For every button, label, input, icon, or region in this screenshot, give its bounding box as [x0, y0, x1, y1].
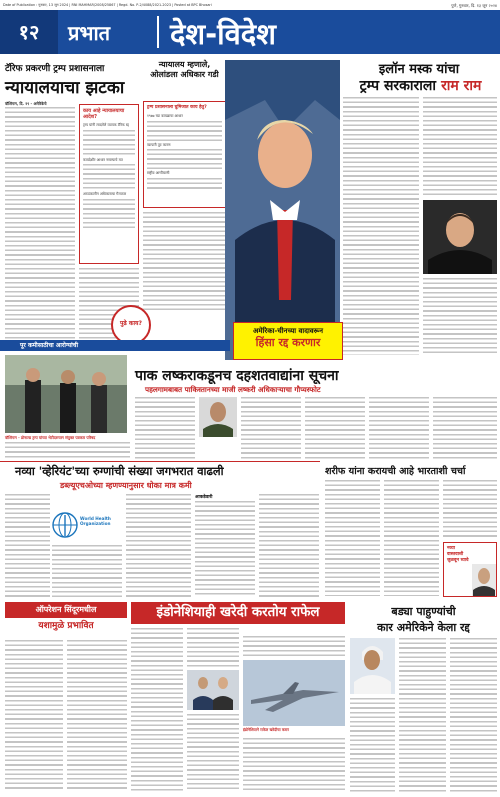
sharif-quote-line3: जुळवून घ्यावे — [447, 558, 469, 563]
brand-divider — [157, 16, 159, 48]
court-box-title: ट्रम्प प्रशासनाला घुमिजात काय हेतु? — [147, 105, 207, 110]
court-question-text: पुढे काय? — [120, 320, 142, 327]
rafale-header — [131, 602, 345, 624]
sindoor-headline-line2: यशामुळे प्रभावित — [38, 621, 94, 631]
tariff-kicker: टॅरिफ प्रकरणी ट्रम्प प्रशासनाला — [5, 64, 105, 74]
court-box-bullet: १९७७ च्या कायद्याचा आधार — [147, 114, 183, 118]
rafale-body-col2 — [187, 628, 239, 668]
tariff-box-title: काय आहे न्यायालयाचा आदेश? — [83, 108, 125, 120]
sharif-portrait-illustration — [472, 564, 496, 596]
bahrain-headline-line1: बड्या पाहुण्यांची — [391, 605, 456, 618]
section-strip-label: पूर कमीसाठीचा आरोग्यांची — [20, 342, 79, 349]
musk-headline-accent: राम राम — [441, 78, 482, 94]
rafale-body-col1 — [131, 628, 183, 792]
who-logo-text: World Health Organization — [80, 516, 111, 527]
ministers-meeting-illustration — [187, 670, 239, 710]
bahrain-body-col1 — [350, 698, 395, 792]
musk-portrait-illustration — [423, 200, 497, 274]
bahrain-body-col3 — [450, 638, 497, 792]
rafale-jet-photo — [243, 660, 345, 726]
variant-body-col3 — [126, 494, 191, 597]
sharif-body-col3 — [443, 480, 497, 540]
tariff-body-col1 — [5, 107, 75, 339]
china-badge-line1: अमेरिका-चीनच्या वादावरून — [253, 327, 323, 335]
date-right: पुणे, गुरुवार, दि. १३ जून २०२४ — [451, 3, 497, 8]
variant-top-rule — [0, 461, 320, 462]
pak-subhead: पहलगामबाबत पाकिस्तानच्या माजी लष्करी अधिकाऱ्याचा गौप्यस्फोट — [145, 385, 321, 394]
pak-photo — [199, 397, 237, 437]
bahrain-body-col2 — [399, 638, 446, 792]
china-badge — [233, 322, 343, 360]
trump-photo — [225, 60, 340, 360]
pak-body-col4 — [369, 397, 429, 459]
court-headline: न्यायालय म्हणाले, ओलांडला अधिकार गडी — [150, 60, 219, 79]
rafale-body-col5 — [243, 738, 345, 792]
leaders-photo-caption: वॉशिंग्टन - डोनाल्ड ट्रम्प यांच्या भेटीदरम्यान संयुक्त पत्रकार परिषद — [5, 435, 96, 440]
meta-line: Date of Publication : गुरुवार, 13 जून 2024 | RNI MAHMAR/2008/25867 | Regd. No. P-2/4088/2021-2023 | Posted at BPC Bhosari — [3, 3, 212, 7]
leaders-caption-body — [5, 442, 130, 458]
sharif-quote-line1: नव्या — [447, 546, 455, 551]
pak-body-col1 — [135, 397, 195, 459]
musk-body-col1 — [343, 97, 419, 355]
musk-headline-main: ट्रम्प सरकाराला — [359, 78, 436, 94]
china-badge-line2: हिंसा रद्द करणार — [255, 336, 321, 349]
variant-body-col1 — [5, 494, 50, 597]
tariff-box-bullet: आपत्कालीन अधिकाराचा गैरवापर — [83, 192, 127, 197]
variant-subhead: डब्ल्यूएचओच्या म्हणण्यानुसार धोका मात्र कमी — [60, 481, 192, 490]
section-strip — [0, 340, 230, 351]
sharif-headline: शरीफ यांना करायची आहे भारताशी चर्चा — [325, 466, 466, 477]
rafale-jet-illustration — [243, 660, 345, 726]
page-number: १२ — [18, 20, 40, 44]
musk-photo — [423, 200, 497, 274]
court-body — [143, 212, 226, 310]
tariff-box-bullet: कायदेशीर आधार नसल्याचे मत — [83, 157, 123, 162]
rafale-ministers-photo — [187, 670, 239, 710]
trump-portrait-illustration — [225, 60, 340, 360]
sharif-quote-box — [443, 542, 497, 597]
rafale-body-col4 — [243, 636, 345, 656]
variant-body-col4 — [195, 501, 255, 597]
pak-headline: पाक लष्कराकडूनच दहशतवाद्यांना सूचना — [135, 368, 339, 384]
musk-body-col2 — [423, 97, 497, 197]
court-box-bullet: राष्ट्रीय आणीबाणी — [147, 171, 170, 176]
variant-side-head: आकडेवारी — [195, 495, 213, 500]
tariff-box-bullet: ट्रम्प यांनी लादलेले व्यापक टॅरिफ रद्द — [83, 123, 130, 127]
sharif-body-col1 — [325, 480, 380, 596]
pak-body-col2 — [241, 397, 301, 459]
pak-body-col5 — [433, 397, 497, 459]
pak-officer-illustration — [199, 397, 237, 437]
rafale-body-col3 — [187, 714, 239, 792]
bahrain-dignitary-illustration — [350, 638, 395, 694]
pak-body-col3 — [305, 397, 365, 459]
musk-body-col3 — [423, 278, 497, 355]
variant-headline: नव्या 'व्हेरियंट'च्या रुग्णांची संख्या जगभरात वाढली — [15, 464, 224, 478]
rafale-jet-caption: इंडोनेशियाने राफेल खरेदीचा करार — [243, 727, 289, 732]
sindoor-header — [5, 602, 127, 636]
sindoor-headline-line1: ऑपरेशन सिंदूरमधील — [5, 602, 127, 618]
leaders-photo — [5, 355, 127, 433]
sharif-quote-line2: वास्तवाशी — [447, 552, 464, 557]
variant-body-col2 — [52, 545, 122, 597]
court-box — [143, 101, 226, 208]
tariff-lede: वॉशिंग्टन, दि. २९ - अमेरिकेचे — [5, 101, 47, 106]
tariff-box — [79, 104, 139, 264]
rafale-headline: इंडोनेशियाही खरेदी करतोय राफेल — [156, 605, 320, 620]
sharif-body-col2 — [384, 480, 439, 596]
masthead-bar — [0, 10, 500, 54]
leaders-walking-illustration — [5, 355, 127, 433]
sindoor-body-col1 — [5, 640, 63, 792]
section-title: देश-विदेश — [170, 17, 276, 51]
brand-name: प्रभात — [68, 21, 111, 45]
court-box-bullet: व्यापारी तूट कारण — [147, 142, 171, 147]
musk-headline-line1: इलॉन मस्क यांचा — [378, 62, 460, 77]
who-logo — [52, 510, 122, 542]
who-emblem-icon — [52, 512, 78, 538]
variant-body-col5 — [259, 494, 319, 597]
bahrain-headline-line2: कार अमेरिकेने केला रद्द — [377, 621, 470, 634]
court-question-badge — [111, 305, 151, 345]
bahrain-photo — [350, 638, 395, 694]
page-number-badge — [0, 10, 58, 54]
tariff-headline: न्यायालयाचा झटका — [5, 78, 125, 98]
sindoor-body-col2 — [67, 640, 127, 792]
musk-headline-line2 — [343, 75, 498, 95]
